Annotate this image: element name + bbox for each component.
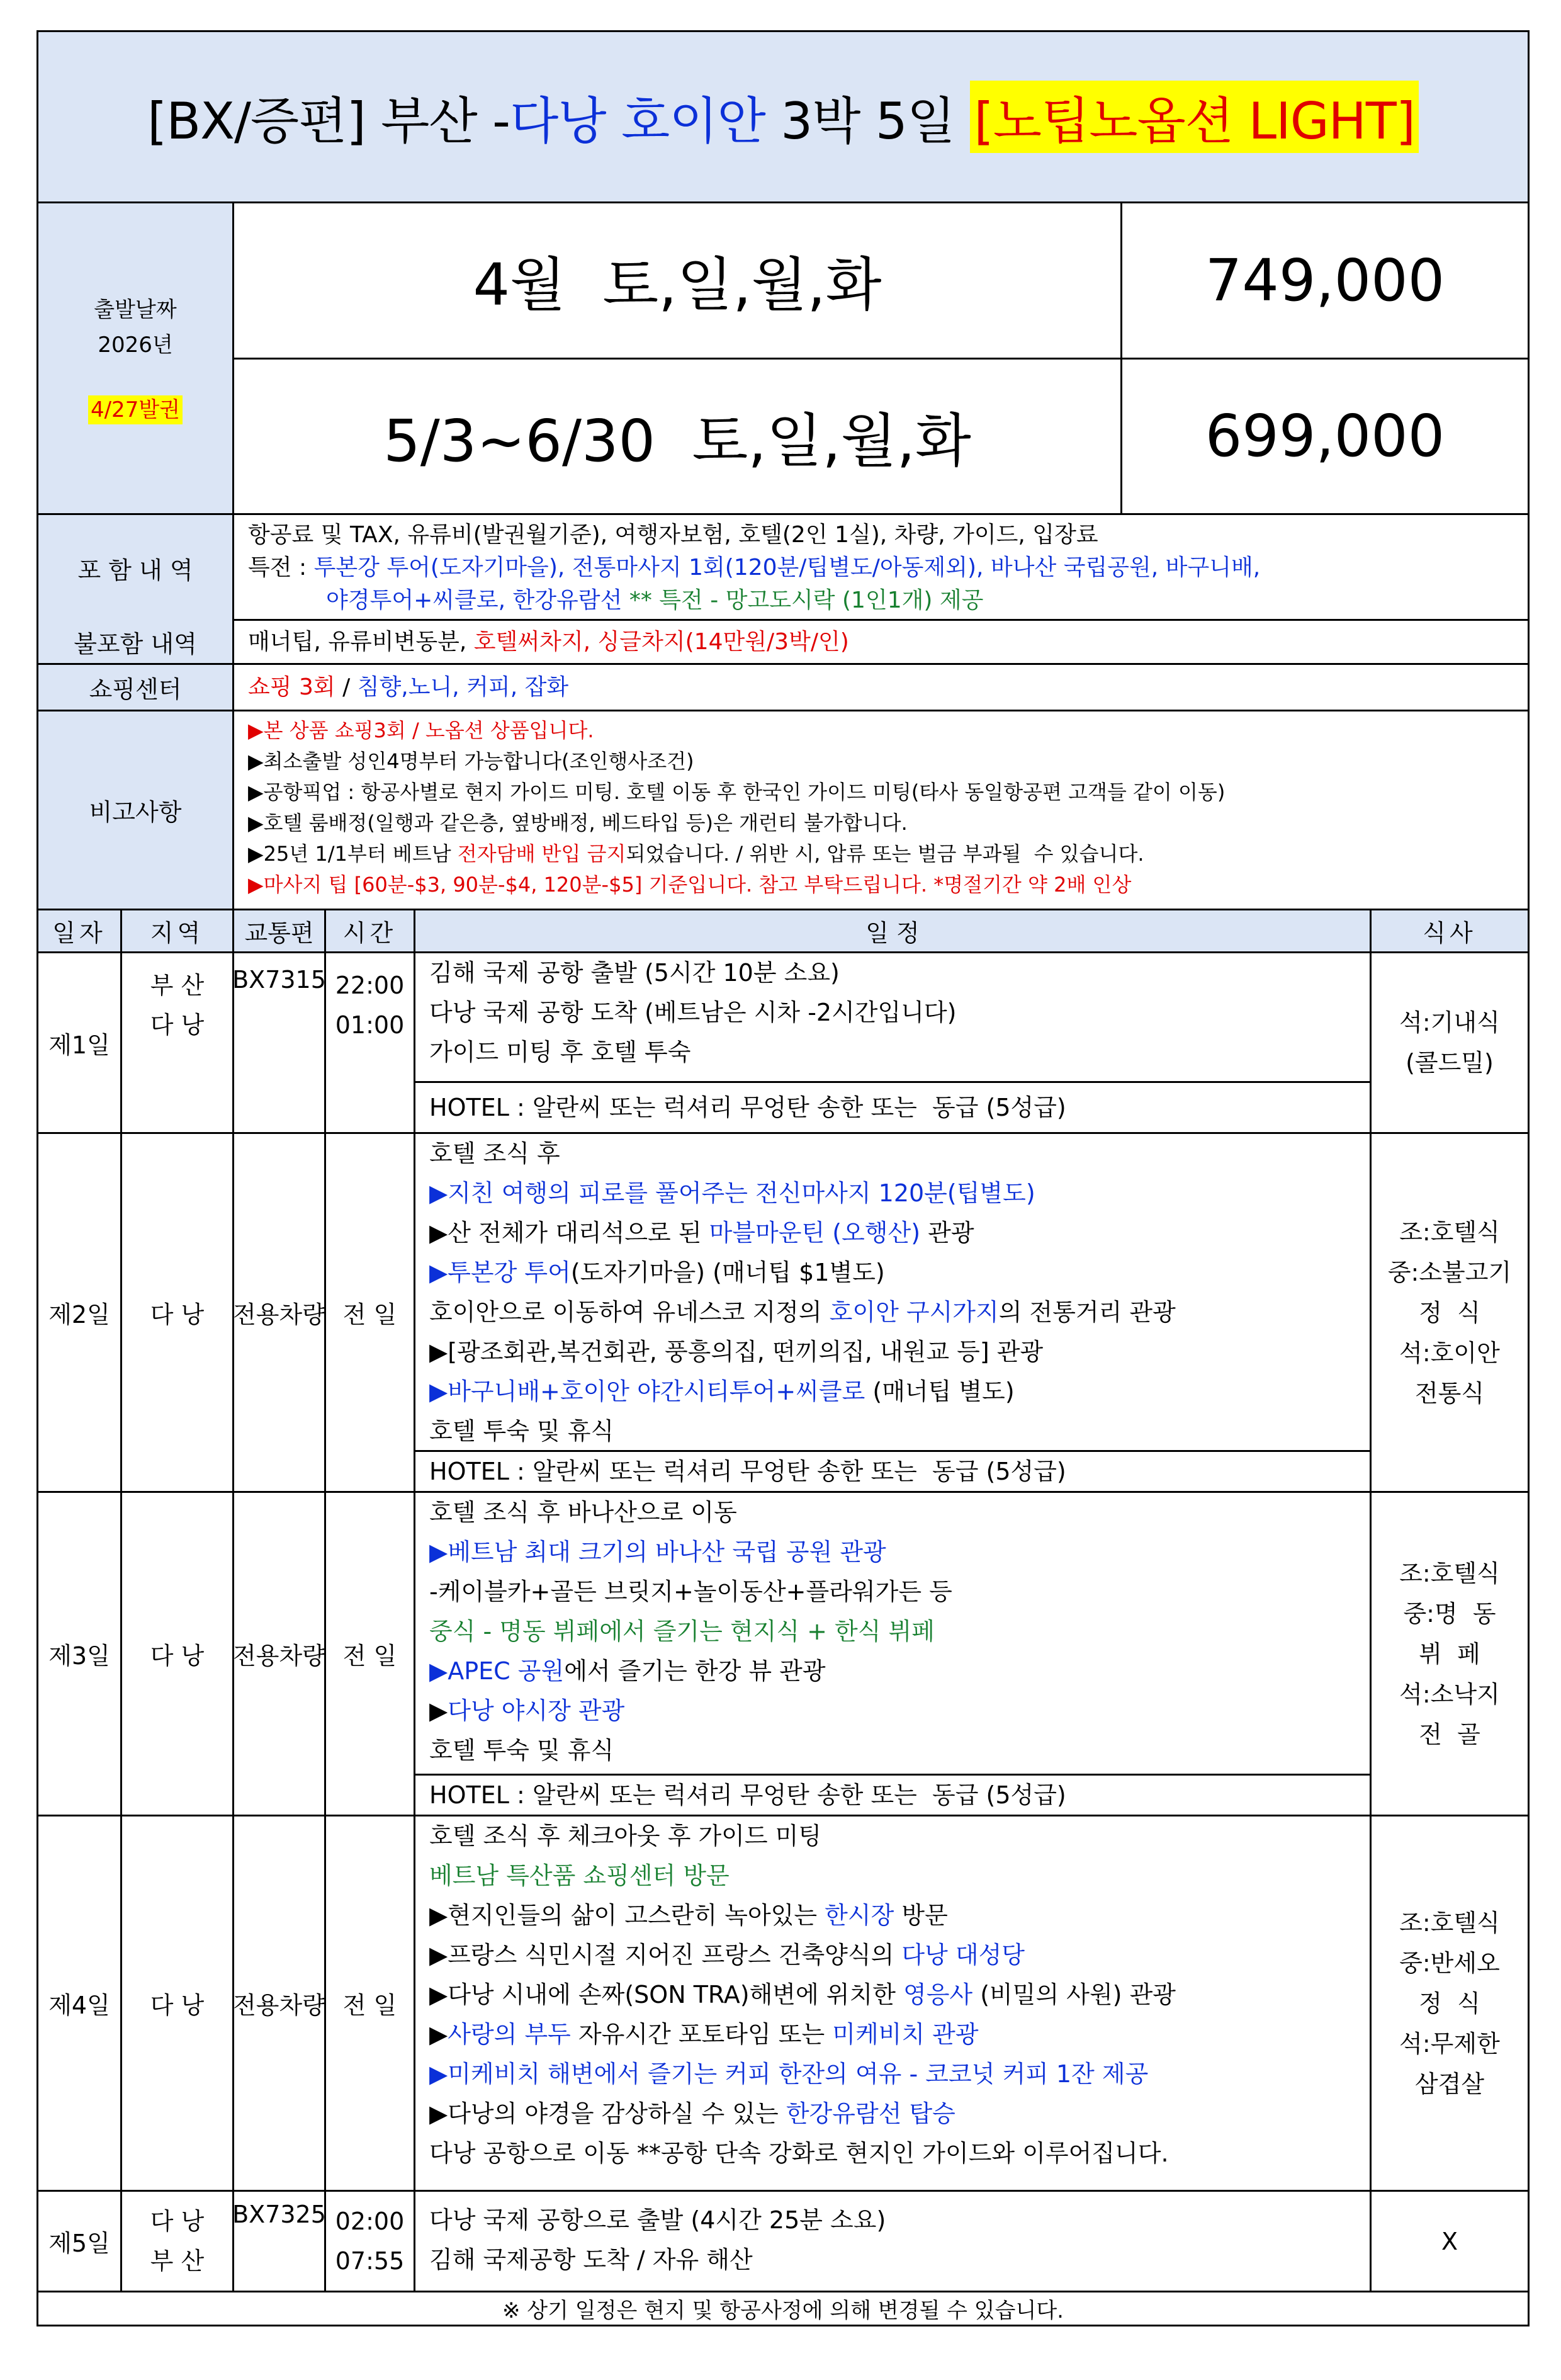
remark-5-red: 전자담배 반입 금지: [457, 842, 626, 866]
day-4-highlight: 한시장: [825, 1901, 894, 1929]
day-3-meal-lunch-2: 뷔 페: [1419, 1640, 1480, 1668]
day-1-meal-note: (콜드밀): [1406, 1049, 1494, 1077]
day-4-text: 방문: [894, 1901, 948, 1929]
day-1-meal: [1372, 953, 1528, 1132]
itinerary-sheet: [37, 30, 1530, 2326]
title-prefix: [BX/증편] 부산 -: [147, 92, 510, 150]
day-2-line: [415, 1253, 1370, 1293]
day-1-region-from: 부 산: [150, 972, 205, 999]
day-1-row: [38, 953, 1528, 1134]
day-3-transport: 전용차량: [234, 1493, 326, 1815]
included-benefits: 투본강 투어(도자기마을), 전통마사지 1회(120분/팁별도/아동제외), 바나산 국립공원, 바구니배,: [313, 555, 1261, 581]
schedule-header: [38, 910, 1528, 953]
footer-note: ※ 상기 일정은 현지 및 항공사정에 의해 변경될 수 있습니다.: [38, 2292, 1528, 2326]
day-5-line: 다낭 국제 공항으로 출발 (4시간 25분 소요): [429, 2206, 886, 2234]
day-4-line: [415, 1975, 1370, 2015]
remark-4: ▶호텔 룸배정(일행과 같은층, 옆방배정, 베드타입 등)은 개런티 불가합니다.: [248, 811, 908, 835]
day-3-time: 전 일: [326, 1493, 415, 1815]
day-5-meal: X: [1441, 2227, 1458, 2255]
day-1-label: 제1일: [38, 953, 122, 1132]
included-line-1: 항공료 및 TAX, 유류비(발권월기준), 여행자보험, 호텔(2인 1실), 차량, 가이드, 입장료: [248, 522, 1098, 548]
day-2-time: 전 일: [326, 1134, 415, 1491]
excluded-body: [234, 621, 1528, 663]
day-2-meal-breakfast: 조:호텔식: [1399, 1218, 1500, 1246]
day-5-schedule: [415, 2192, 1372, 2291]
day-1-line: 다낭 국제 공항 도착 (베트남은 시차 -2시간입니다): [429, 999, 957, 1026]
day-3-highlight: ▶APEC 공원: [429, 1657, 565, 1685]
remark-5b: 되었습니다. / 위반 시, 압류 또는 벌금 부과될 수 있습니다.: [626, 842, 1144, 866]
day-2-label: 제2일: [38, 1134, 122, 1491]
day-1-line: 김해 국제 공항 출발 (5시간 10분 소요): [429, 959, 840, 987]
header-region: 지역: [122, 910, 234, 951]
day-3-meal-breakfast: 조:호텔식: [1399, 1559, 1500, 1587]
day-2-line: [415, 1213, 1370, 1253]
day-4-highlight: 다낭 대성당: [901, 1941, 1025, 1969]
day-2-highlight: ▶투본강 투어: [429, 1259, 571, 1286]
day-3-label: 제3일: [38, 1493, 122, 1815]
remark-3: ▶공항픽업 : 항공사별로 현지 가이드 미팅. 호텔 이동 후 한국인 가이드 미팅(타사 동일항공편 고객들 같이 이동): [248, 780, 1226, 804]
day-2-line: ▶지친 여행의 피로를 풀어주는 전신마사지 120분(팁별도): [429, 1179, 1035, 1207]
day-2-line: ▶[광조회관,복건회관, 풍흥의집, 떤끼의집, 내원교 등] 관광: [429, 1338, 1044, 1366]
included-section: [38, 515, 1528, 621]
day-4-label: 제4일: [38, 1816, 122, 2190]
remark-1: ▶본 상품 쇼핑3회 / 노옵션 상품입니다.: [248, 718, 594, 742]
day-3-schedule: [415, 1493, 1372, 1815]
day-2-text: 관광: [920, 1219, 974, 1247]
day-4-text: ▶다낭 시내에 손짜(SON TRA)해변에 위치한: [429, 1981, 904, 2009]
day-2-highlight: 마블마운틴 (오행산): [709, 1219, 921, 1247]
departure-label-text: 출발날짜: [94, 297, 177, 322]
day-4-text: ▶다낭의 야경을 감상하실 수 있는: [429, 2100, 786, 2128]
day-2-meal-lunch: 중:소불고기: [1387, 1258, 1512, 1286]
remark-6: ▶마사지 팁 [60분-$3, 90분-$4, 120분-$5] 기준입니다. 참고 부탁드립니다. *명절기간 약 2배 인상: [248, 873, 1132, 897]
day-4-meal-dinner-2: 삼겹살: [1414, 2070, 1485, 2098]
day-1-time-depart: 22:00: [335, 972, 405, 999]
day-3-meal: [1372, 1493, 1528, 1815]
day-4-meal-dinner: 석:무제한: [1399, 2029, 1500, 2058]
departure-price-2: 699,000: [1205, 402, 1445, 470]
day-4-highlight: 사랑의 부두: [448, 2020, 571, 2048]
day-4-row: [38, 1816, 1528, 2192]
remark-2: ▶최소출발 성인4명부터 가능합니다(조인행사조건): [248, 749, 694, 773]
day-2-hotel: HOTEL : 알란씨 또는 럭셔리 무엉탄 송한 또는 동급 (5성급): [415, 1450, 1370, 1491]
day-3-meal-dinner-2: 전 골: [1419, 1720, 1480, 1748]
day-3-text: ▶: [429, 1697, 448, 1725]
excluded-surcharge: 호텔써차지, 싱글차지(14만원/3박/인): [473, 628, 849, 655]
day-3-text: 에서 즐기는 한강 뷰 관광: [564, 1657, 826, 1685]
departure-year: 2026년: [98, 332, 173, 358]
day-1-region-to: 다 낭: [150, 1011, 205, 1039]
remarks-section: [38, 711, 1528, 910]
departure-dates-1: 4월 토,일,월,화: [234, 203, 1122, 360]
day-3-line: -케이블카+골든 브릿지+놀이동산+플라워가든 등: [429, 1578, 952, 1606]
day-5-region: [122, 2192, 234, 2291]
included-special: ** 특전 - 망고도시락 (1인1개) 제공: [622, 587, 984, 613]
day-5-time: [326, 2192, 415, 2291]
day-2-line: 호텔 조식 후: [429, 1140, 560, 1167]
title-highlight: [노팁노옵션 LIGHT]: [970, 81, 1418, 153]
day-2-schedule: [415, 1134, 1372, 1491]
day-4-highlight: 미케비치 관광: [832, 2020, 979, 2048]
departure-dates-2: 5/3~6/30 토,일,월,화: [234, 360, 1122, 514]
title-duration: 3박 5일: [765, 92, 971, 150]
day-5-time-depart: 02:00: [335, 2207, 405, 2235]
issue-note: 4/27발권: [88, 395, 183, 424]
day-4-region: 다 낭: [122, 1816, 234, 2190]
day-4-line: [415, 1935, 1370, 1975]
departure-label: [38, 203, 234, 513]
shopping-body: [234, 665, 1528, 710]
header-time: 시간: [326, 910, 415, 951]
day-1-hotel: HOTEL : 알란씨 또는 럭셔리 무엉탄 송한 또는 동급 (5성급): [415, 1081, 1370, 1132]
day-1-line: 가이드 미팅 후 호텔 투숙: [429, 1038, 691, 1066]
day-3-line: 중식 - 명동 뷔페에서 즐기는 현지식 + 한식 뷔페: [429, 1618, 935, 1645]
day-3-meal-dinner: 석:소낙지: [1399, 1680, 1500, 1708]
day-2-meal-dinner-2: 전통식: [1414, 1379, 1485, 1407]
day-4-meal-breakfast: 조:호텔식: [1399, 1908, 1500, 1937]
day-4-line: 다낭 공항으로 이동 **공항 단속 강화로 현지인 가이드와 이루어집니다.: [429, 2139, 1169, 2167]
header-schedule: 일 정: [415, 910, 1372, 951]
day-3-line: 호텔 조식 후 바나산으로 이동: [429, 1499, 737, 1526]
remark-5a: ▶25년 1/1부터 베트남: [248, 842, 458, 866]
day-2-meal-dinner: 석:호이안: [1399, 1339, 1500, 1367]
day-3-line: 호텔 투숙 및 휴식: [429, 1737, 614, 1764]
day-5-region-from: 다 낭: [150, 2207, 205, 2235]
day-3-row: [38, 1493, 1528, 1816]
day-4-time: 전 일: [326, 1816, 415, 2190]
day-5-line: 김해 국제공항 도착 / 자유 해산: [429, 2246, 753, 2274]
day-1-time-arrive: 01:00: [335, 1011, 405, 1039]
page-title: [38, 32, 1528, 203]
day-2-line: [415, 1372, 1370, 1412]
excluded-items: 매너팁, 유류비변동분,: [248, 628, 474, 655]
day-1-transport: BX7315: [234, 953, 326, 1132]
day-2-line: [415, 1293, 1370, 1332]
day-2-text: ▶산 전체가 대리석으로 된: [429, 1219, 709, 1247]
included-body: [234, 515, 1528, 621]
day-4-line: [415, 2094, 1370, 2134]
day-1-meal-dinner: 석:기내식: [1399, 1009, 1500, 1036]
excluded-section: [38, 621, 1528, 665]
day-4-line: [415, 2015, 1370, 2054]
shopping-items: 침향,노니, 커피, 잡화: [357, 674, 569, 700]
day-2-text: (도자기마을) (매너팁 $1별도): [570, 1259, 885, 1286]
day-4-highlight: 한강유람선 탑승: [786, 2100, 955, 2128]
day-2-row: [38, 1134, 1528, 1493]
day-4-line: 호텔 조식 후 체크아웃 후 가이드 미팅: [429, 1822, 822, 1850]
departure-section: [38, 203, 1528, 515]
day-2-highlight: 호이안 구시가지: [829, 1298, 999, 1326]
day-2-meal: [1372, 1134, 1528, 1491]
day-4-text: 자유시간 포토타임 또는: [570, 2020, 833, 2048]
day-2-transport: 전용차량: [234, 1134, 326, 1491]
day-1-region: [122, 953, 234, 1132]
day-3-hotel: HOTEL : 알란씨 또는 럭셔리 무엉탄 송한 또는 동급 (5성급): [415, 1774, 1370, 1815]
departure-price-1: 749,000: [1122, 203, 1528, 360]
shopping-label: 쇼핑센터: [38, 665, 234, 710]
day-4-text: ▶: [429, 2020, 448, 2048]
header-day: 일자: [38, 910, 122, 951]
excluded-label: 불포함 내역: [38, 621, 234, 663]
day-2-text: 의 전통거리 관광: [998, 1298, 1176, 1326]
included-benefits-2: 야경투어+씨클로, 한강유람선: [326, 587, 623, 613]
included-label: 포 함 내 역: [38, 515, 234, 621]
title-destination: 다낭 호이안: [509, 92, 765, 150]
day-5-region-to: 부 산: [150, 2247, 205, 2275]
day-4-schedule: [415, 1816, 1372, 2190]
header-transport: 교통편: [234, 910, 326, 951]
day-3-line: [415, 1691, 1370, 1731]
day-3-region: 다 낭: [122, 1493, 234, 1815]
day-5-label: 제5일: [38, 2192, 122, 2291]
day-1-time: [326, 953, 415, 1132]
day-4-highlight: 영응사: [903, 1981, 973, 2009]
day-2-region: 다 낭: [122, 1134, 234, 1491]
day-1-schedule: [415, 953, 1372, 1132]
day-2-text: 호이안으로 이동하여 유네스코 지정의: [429, 1298, 830, 1326]
shopping-count: 쇼핑 3회: [248, 674, 335, 700]
day-4-text: ▶현지인들의 삶이 고스란히 녹아있는: [429, 1901, 825, 1929]
day-4-meal-lunch-2: 정 식: [1419, 1989, 1480, 2017]
shopping-sep: /: [335, 674, 358, 700]
day-3-meal-lunch: 중:명 동: [1403, 1599, 1496, 1628]
day-4-line: 베트남 특산품 쇼핑센터 방문: [429, 1862, 730, 1890]
day-4-line: ▶미케비치 해변에서 즐기는 커피 한잔의 여유 - 코코넛 커피 1잔 제공: [429, 2060, 1149, 2088]
day-4-transport: 전용차량: [234, 1816, 326, 2190]
day-5-time-arrive: 07:55: [335, 2247, 405, 2275]
remarks-label: 비고사항: [38, 711, 234, 909]
day-4-meal: [1372, 1816, 1528, 2190]
day-4-line: [415, 1896, 1370, 1935]
day-3-line: ▶베트남 최대 크기의 바나산 국립 공원 관광: [429, 1538, 886, 1566]
day-5-row: [38, 2192, 1528, 2292]
day-3-highlight: 다낭 야시장 관광: [448, 1697, 625, 1725]
day-4-text: (비밀의 사원) 관광: [972, 1981, 1176, 2009]
day-4-meal-lunch: 중:반세오: [1399, 1949, 1500, 1977]
remarks-body: [234, 711, 1528, 909]
day-3-line: [415, 1652, 1370, 1691]
day-2-highlight: ▶바구니배+호이안 야간시티투어+씨클로: [429, 1378, 865, 1405]
day-4-text: ▶프랑스 식민시절 지어진 프랑스 건축양식의: [429, 1941, 902, 1969]
day-2-meal-lunch-2: 정 식: [1419, 1298, 1480, 1327]
header-meal: 식사: [1423, 919, 1477, 947]
included-line-2-prefix: 특전 :: [248, 555, 314, 581]
day-2-line: 호텔 투숙 및 휴식: [429, 1417, 614, 1445]
day-5-transport: BX7325: [234, 2192, 326, 2291]
shopping-section: [38, 665, 1528, 711]
day-2-text: (매너팁 별도): [865, 1378, 1015, 1405]
